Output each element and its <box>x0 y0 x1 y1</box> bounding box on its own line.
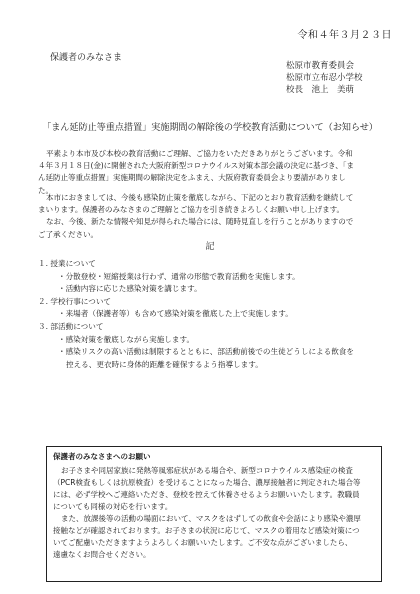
text-line: た。 <box>38 185 53 195</box>
text-line: 遠慮なくお問合せください。 <box>53 550 151 559</box>
intro-paragraph <box>38 148 398 197</box>
policy-paragraph <box>38 192 398 241</box>
text-line: 接触などが確認されております。お子さまの状況に応じて、マスクの着用など感染対策につ <box>53 526 360 535</box>
section-heading-lessons: １. 授業について <box>38 259 96 268</box>
list-item: ・活動内容に応じた感染対策を講じます。 <box>58 284 202 294</box>
text-line: なお、今後、新たな情報や知見が得られた場合には、随時見直しを行うことがありますので <box>46 217 354 227</box>
section-heading-events: ２. 学校行事について <box>38 296 112 306</box>
text-line: 平素より本市及び本校の教育活動にご理解、ご協力をいただきありがとうございます。令和 <box>46 149 353 158</box>
sender-principal: 校長 池上 美萌 <box>286 85 355 95</box>
list-item: ・分散登校・短縮授業は行わず、通常の形態で教育活動を実施します。 <box>58 271 300 281</box>
text-line: まいります。保護者のみなさまのご理解とご協力を引き続きよろしくお願い申し上げます。 <box>38 205 345 215</box>
sender-school: 松原市立布忍小学校 <box>286 73 363 83</box>
text-line: お子さまや同居家族に発熱等風邪症状がある場合や、新型コロナウイルス感染症の検査 <box>61 466 353 475</box>
section-heading-clubs: ３. 部活動について <box>38 321 104 331</box>
document-date: 令和４年３月２３日 <box>297 30 392 41</box>
text-line: についても同様の対応を行います。 <box>53 502 173 511</box>
parent-request-box <box>46 446 382 582</box>
list-item-continuation: 控える、更衣時に身体的距離を確保するよう指導します。 <box>66 359 263 369</box>
text-line: ん延防止等重点措置」実施期間の解除決定をふまえ、大阪府教育委員会より要請がありまし <box>38 173 346 183</box>
list-item: ・感染リスクの高い活動は制限するとともに、部活動前後での生徒どうしによる飲食を <box>58 347 354 357</box>
text-line: には、必ず学校へご連絡いただき、登校を控えて休養させるようお願いいたします。教職員 <box>53 490 360 499</box>
text-line: （PCR検査もしくは抗原検査）を受けることになった場合、濃厚接触者に判定された場合等 <box>53 478 361 487</box>
document-title: 「まん延防止等重点措置」実施期間の解除後の学校教育活動について（お知らせ） <box>42 122 378 133</box>
text-line: ４年３月１８日(金)に開催された大阪府新型コロナウイルス対策本部会議の決定に基づき、「ま <box>38 161 354 171</box>
addressee: 保護者のみなさま <box>50 53 123 63</box>
sender-org: 松原市教育委員会 <box>286 61 355 71</box>
list-item: ・来場者（保護者等）も含めて感染対策を徹底した上で実施します。 <box>58 309 293 319</box>
list-item: ・感染対策を徹底しながら実施します。 <box>58 334 195 344</box>
text-line: ご了承ください。 <box>38 229 98 239</box>
text-line: また、放課後等の活動の場面において、マスクをはずしての飲食や会話により感染や濃厚 <box>61 514 361 523</box>
box-title: 保護者のみなさまへのお願い <box>53 452 151 461</box>
sender-block <box>286 60 363 96</box>
item-list <box>38 258 398 371</box>
text-line: いてご配慮いただきますようよろしくお願いいたします。ご不安な点がございましたら、 <box>53 538 353 547</box>
text-line: 本市におきましては、今後も感染防止策を徹底しながら、下記のとおり教育活動を継続して <box>46 193 354 202</box>
ki-heading: 記 <box>205 242 215 252</box>
